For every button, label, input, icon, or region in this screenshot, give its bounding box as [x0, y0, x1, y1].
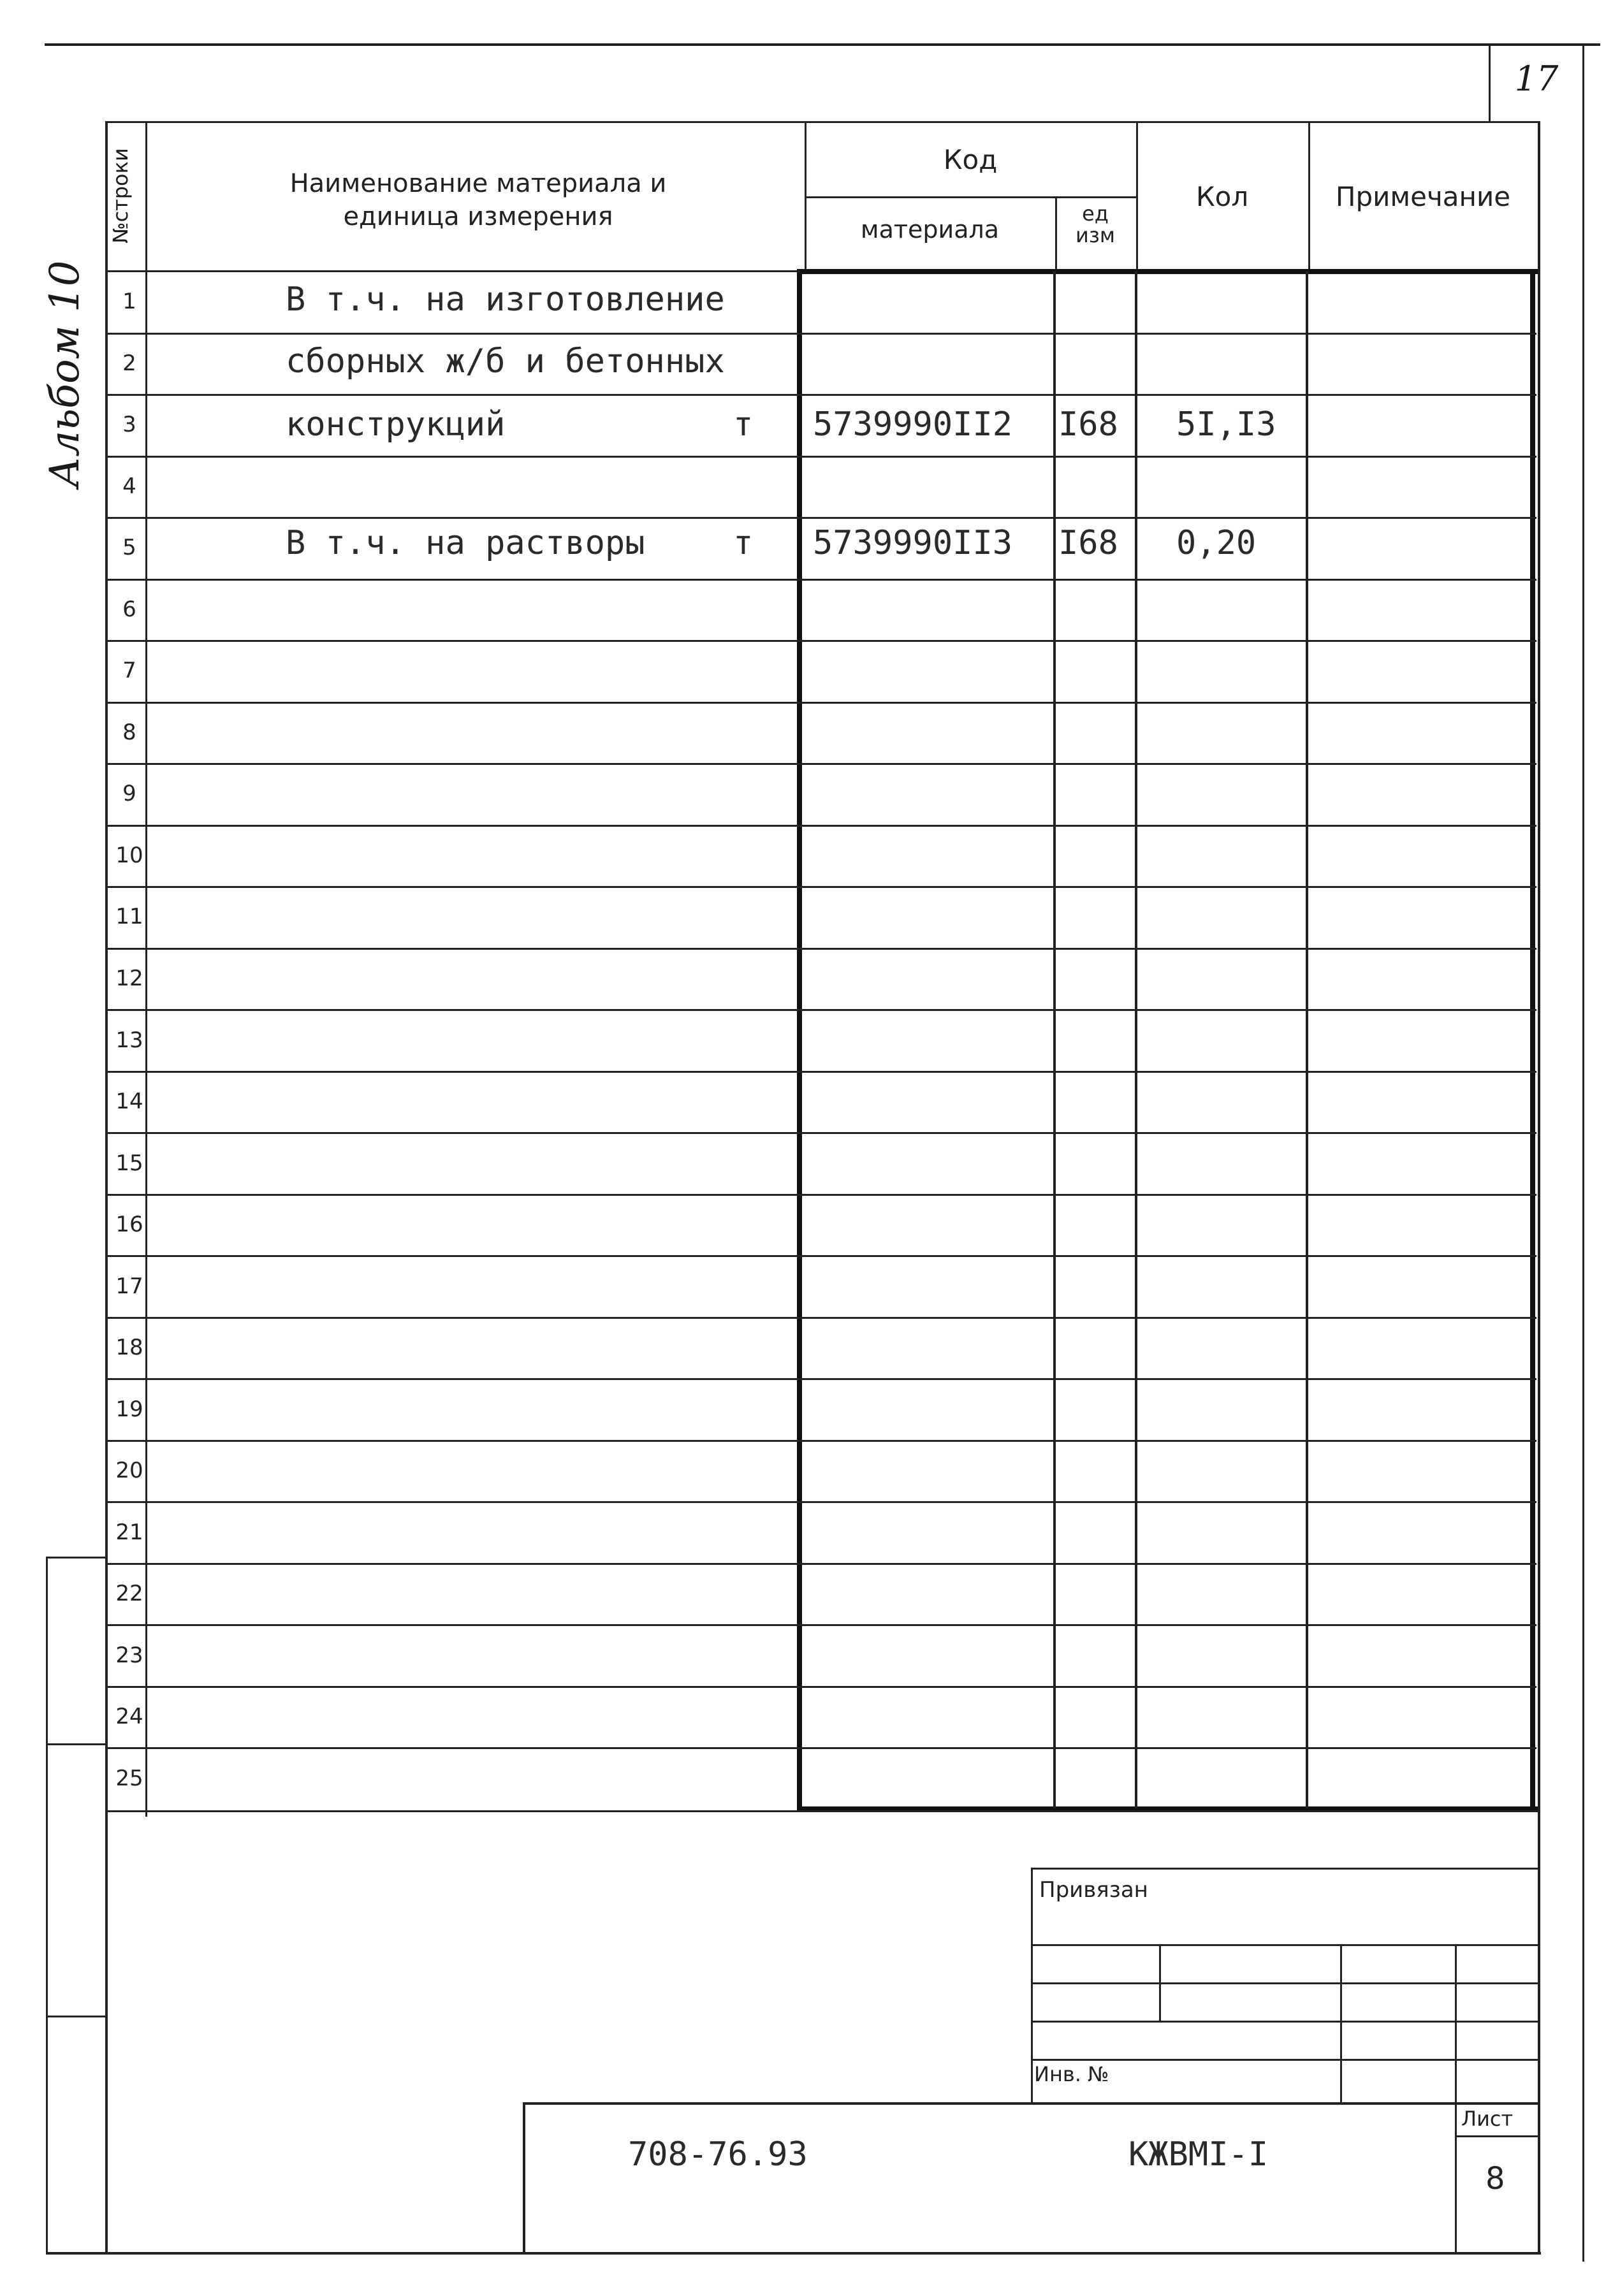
row-separator	[105, 763, 1536, 765]
header-material-name: Наименование материала и единица измерения	[289, 169, 667, 231]
row-number: 21	[115, 1520, 143, 1545]
row-5-unit-code: I68	[1058, 524, 1118, 562]
col-sep-code-unit	[1053, 271, 1056, 1808]
page-bottom-line	[46, 2252, 1541, 2255]
sheet-box-left	[1455, 2102, 1457, 2254]
row-number: 15	[115, 1151, 143, 1176]
row-separator	[105, 640, 1536, 642]
row-separator	[105, 579, 1536, 581]
row-number: 24	[115, 1704, 143, 1729]
data-frame-top	[797, 269, 1538, 274]
document-number: 708-76.93	[628, 2135, 808, 2174]
row-number: 5	[122, 535, 136, 560]
row-3-code: 5739990II2	[813, 405, 1013, 444]
sheet-label: Лист	[1461, 2107, 1514, 2131]
col-sep-qty-note	[1306, 271, 1308, 1808]
page-number-box-left	[1489, 43, 1491, 123]
album-note: Альбом 10	[41, 260, 89, 488]
row-number: 12	[115, 966, 143, 991]
header-row-number: №строки	[108, 148, 133, 243]
sheet-box-divider	[1455, 2135, 1539, 2137]
header-code: Код	[943, 144, 998, 175]
col-sep-unit-qty	[1135, 271, 1137, 1808]
row-separator	[105, 1255, 1536, 1257]
frame-right-lower	[1538, 1810, 1540, 2253]
header-code-material: материала	[860, 215, 1000, 243]
data-frame-left	[797, 269, 802, 1812]
row-separator	[105, 886, 1536, 888]
tb-line-1	[1031, 1944, 1538, 1946]
row-separator	[105, 1132, 1536, 1134]
tb-line-4	[1031, 2059, 1538, 2061]
row-number: 17	[115, 1274, 143, 1299]
row-5-name: В т.ч. на растворы	[286, 524, 645, 562]
row-number: 19	[115, 1397, 143, 1422]
col-sep-code-unit-hdr	[1055, 198, 1057, 271]
tb-vsep-2	[1340, 1944, 1342, 2103]
row-number: 18	[115, 1335, 143, 1360]
page-number: 17	[1514, 59, 1559, 99]
row-separator	[105, 948, 1536, 950]
row-3-unit-code: I68	[1058, 405, 1118, 444]
row-number: 4	[122, 474, 136, 499]
row-5-code: 5739990II3	[813, 524, 1013, 562]
row-2-name: сборных ж/б и бетонных	[286, 342, 725, 381]
col-sep-rownum	[145, 121, 147, 1817]
row-number: 22	[115, 1581, 143, 1606]
row-separator	[105, 1440, 1536, 1442]
tb-vsep-3	[1455, 1944, 1457, 2103]
row-number: 8	[122, 720, 136, 745]
row-separator	[105, 517, 1536, 519]
row-separator	[105, 1747, 1536, 1749]
tb-line-2	[1031, 1982, 1538, 1984]
right-frame-line	[1582, 43, 1584, 2262]
row-1-name: В т.ч. на изготовление	[286, 280, 725, 319]
tb-vsep-1	[1159, 1944, 1161, 2021]
row-separator	[105, 1071, 1536, 1073]
bound-label: Привязан	[1039, 1877, 1148, 1903]
side-stamp-left-edge	[46, 1557, 48, 2255]
row-number: 9	[122, 781, 136, 806]
stamp-left-line	[523, 2102, 525, 2254]
row-separator	[105, 1563, 1536, 1565]
row-separator	[105, 333, 1536, 335]
data-frame-right	[1530, 269, 1535, 1812]
row-number: 16	[115, 1212, 143, 1237]
row-separator	[105, 1317, 1536, 1319]
header-top-line	[105, 121, 1540, 123]
row-separator	[105, 1624, 1536, 1626]
sheet-number: 8	[1485, 2161, 1505, 2197]
title-block-left	[1031, 1868, 1033, 2103]
top-border-line	[45, 43, 1600, 46]
header-bottom-line	[105, 270, 800, 272]
tb-line-3	[1031, 2021, 1538, 2023]
header-quantity: Кол	[1195, 181, 1249, 212]
row-number: 2	[122, 351, 136, 376]
row-separator	[105, 1686, 1536, 1688]
row-number: 11	[115, 904, 143, 929]
frame-right-upper	[1538, 121, 1540, 1810]
row-separator	[105, 1378, 1536, 1380]
row-separator	[105, 456, 1536, 458]
row-separator	[105, 1009, 1536, 1011]
row-number: 1	[122, 289, 136, 314]
row-number: 23	[115, 1643, 143, 1668]
row-separator	[105, 825, 1536, 827]
code-subheader-line	[805, 196, 1136, 198]
side-stamp-line-2	[46, 1743, 106, 1745]
header-note: Примечание	[1335, 181, 1511, 212]
row-number: 14	[115, 1089, 143, 1114]
row-separator	[105, 702, 1536, 704]
title-block-top	[1031, 1868, 1538, 1870]
row-number: 13	[115, 1028, 143, 1053]
row-separator	[105, 1194, 1536, 1196]
row-number: 10	[115, 843, 143, 868]
inv-number-label: Инв. №	[1034, 2062, 1109, 2086]
side-stamp-line-3	[46, 2016, 106, 2017]
stamp-top-line	[523, 2102, 1540, 2105]
row-number: 25	[115, 1766, 143, 1791]
row-3-unit: т	[733, 405, 754, 444]
row-3-quantity: 5I,I3	[1176, 405, 1276, 444]
table-bottom-line	[105, 1810, 1540, 1812]
row-3-name: конструкций	[286, 405, 506, 444]
row-number: 20	[115, 1458, 143, 1483]
header-code-unit: ед изм	[1076, 201, 1115, 247]
row-number: 3	[122, 412, 136, 437]
row-separator	[105, 394, 1536, 396]
document-code: КЖВМI-I	[1128, 2135, 1269, 2174]
frame-left	[105, 121, 108, 2253]
row-5-unit: т	[733, 524, 754, 562]
row-5-quantity: 0,20	[1176, 524, 1257, 562]
row-number: 6	[122, 597, 136, 622]
side-stamp-line-1	[46, 1557, 106, 1559]
row-separator	[105, 1501, 1536, 1503]
row-number: 7	[122, 658, 136, 683]
